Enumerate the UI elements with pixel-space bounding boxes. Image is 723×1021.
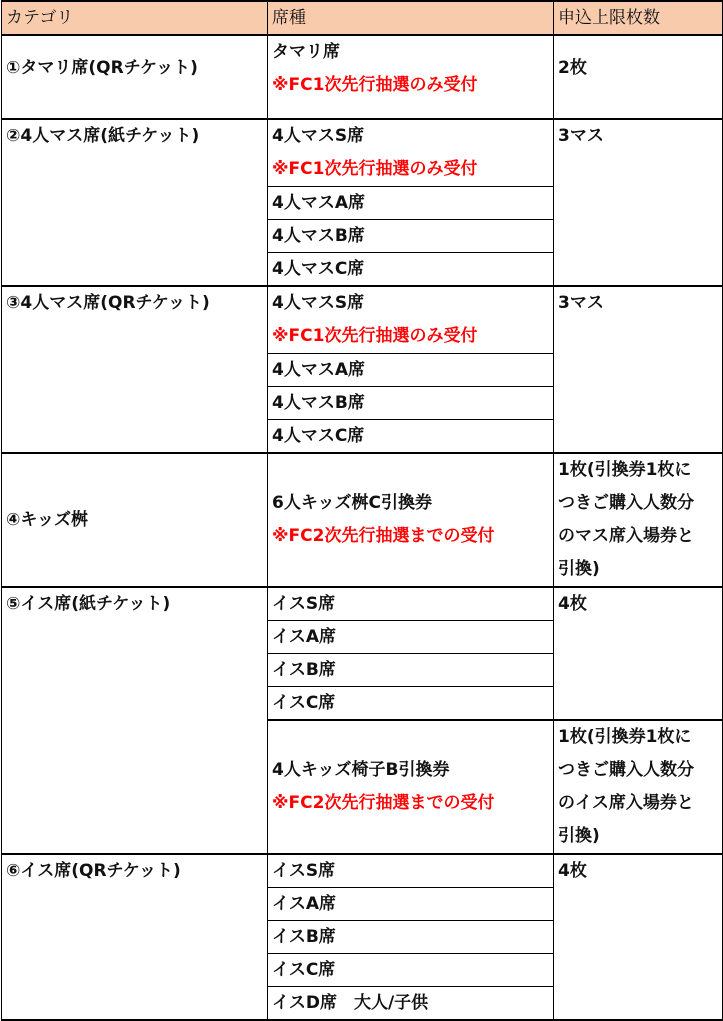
- seat-cell: イスC席: [268, 687, 554, 721]
- header-limit: 申込上限枚数: [554, 1, 723, 35]
- seat-cell: 4人マスA席: [268, 354, 554, 387]
- header-category: カテゴリ: [2, 1, 268, 35]
- limit-line: のマス席入場券と: [558, 526, 694, 546]
- header-row: [2, 1, 723, 35]
- limit-line: のイス席入場券と: [558, 793, 694, 813]
- limit-line: 引換): [558, 559, 600, 579]
- header-seat: 席種: [268, 1, 554, 35]
- seat-cell: 4人マスC席: [268, 253, 554, 287]
- limit-line: つきご購入人数分: [558, 760, 694, 780]
- seat-note: ※FC1次先行抽選のみ受付: [272, 159, 478, 179]
- seat-note: ※FC1次先行抽選のみ受付: [272, 75, 478, 95]
- ticket-table: [1, 0, 723, 1021]
- seat-name: 4人マスS席: [272, 126, 365, 146]
- seat-cell: [268, 35, 554, 119]
- limit-cell: [554, 453, 723, 587]
- seat-cell: イスB席: [268, 654, 554, 687]
- seat-cell: [268, 453, 554, 587]
- seat-note: ※FC2次先行抽選までの受付: [272, 793, 495, 813]
- limit-line: 1枚(引換券1枚に: [558, 460, 692, 480]
- limit-cell: 3マス: [554, 119, 723, 286]
- table-row: [2, 35, 723, 119]
- seat-cell: イスS席: [268, 854, 554, 888]
- category-cell: ⑤イス席(紙チケット): [2, 587, 268, 854]
- limit-line: つきご購入人数分: [558, 493, 694, 513]
- seat-cell: 4人マスB席: [268, 387, 554, 420]
- seat-cell: [268, 720, 554, 854]
- seat-name: タマリ席: [272, 42, 340, 62]
- seat-note: ※FC2次先行抽選までの受付: [272, 526, 495, 546]
- table-row: [2, 286, 723, 354]
- seat-cell: 4人マスC席: [268, 420, 554, 454]
- seat-cell: イスS席: [268, 587, 554, 621]
- seat-name: 6人キッズ桝C引換券: [272, 493, 432, 513]
- limit-line: 1枚(引換券1枚に: [558, 727, 692, 747]
- limit-cell: 2枚: [554, 35, 723, 119]
- seat-note: ※FC1次先行抽選のみ受付: [272, 326, 478, 346]
- category-cell: ②4人マス席(紙チケット): [2, 119, 268, 286]
- seat-cell: [268, 286, 554, 354]
- limit-cell: 3マス: [554, 286, 723, 453]
- category-cell: ⑥イス席(QRチケット): [2, 854, 268, 1020]
- seat-cell: イスB席: [268, 921, 554, 954]
- limit-line: 引換): [558, 826, 600, 846]
- seat-cell: イスC席: [268, 954, 554, 987]
- table-row: [2, 453, 723, 587]
- seat-cell: 4人マスB席: [268, 220, 554, 253]
- seat-cell: イスA席: [268, 888, 554, 921]
- table-row: [2, 854, 723, 888]
- table-row: [2, 119, 723, 187]
- seat-name: 4人キッズ椅子B引換券: [272, 760, 450, 780]
- table-row: [2, 587, 723, 621]
- seat-cell: イスA席: [268, 621, 554, 654]
- limit-cell: 4枚: [554, 587, 723, 720]
- limit-cell: [554, 720, 723, 854]
- category-cell: ①タマリ席(QRチケット): [2, 35, 268, 119]
- limit-cell: 4枚: [554, 854, 723, 1020]
- seat-name: 4人マスS席: [272, 293, 365, 313]
- category-cell: ③4人マス席(QRチケット): [2, 286, 268, 453]
- seat-cell: 4人マスA席: [268, 187, 554, 220]
- seat-cell: [268, 119, 554, 187]
- category-cell: ④キッズ桝: [2, 453, 268, 587]
- seat-cell: イスD席 大人/子供: [268, 987, 554, 1021]
